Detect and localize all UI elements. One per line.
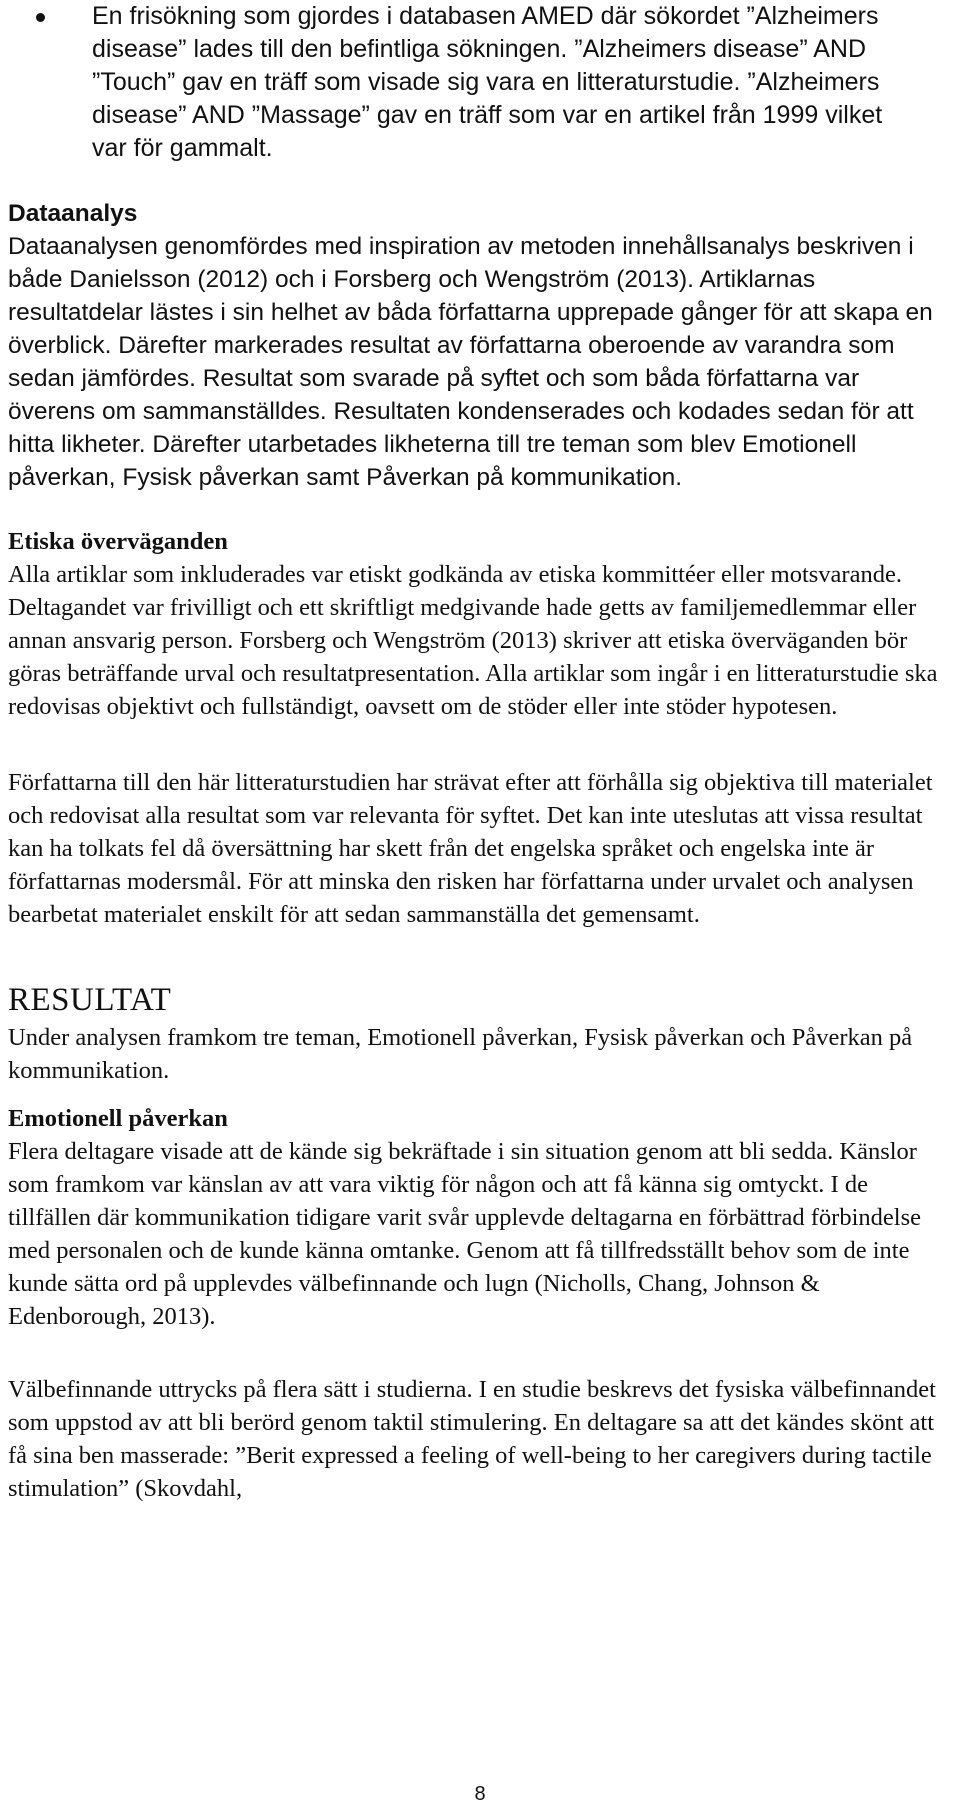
section-dataanalys xyxy=(8,197,948,494)
bullet-text: En frisökning som gjordes i databasen AMED där sökordet ”Alzheimers disease” lades till den befintliga sökningen. ”Alzheimers disease” AND ”Touch” gav en träff som visade sig vara en litteraturstudie. ”Alzheimers disease” AND ”Massage” gav en träff som var en artikel från 1999 vilket var för gammalt. xyxy=(92,2,883,162)
section-heading: Emotionell påverkan xyxy=(8,1105,228,1132)
paragraph: Flera deltagare visade att de kände sig bekräftade i sin situation genom att bli sedda. Känslor som framkom var känslan av att vara viktig för någon och att få känna sig omtyckt. I de tillfällen där kommunikation tidigare varit svår upplevde deltagarna en förbättrad förbindelse med personalen och de kunde känna omtanke. Genom att få tillfredsställt behov som de inte kunde sätta ord på upplevdes välbefinnande och lugn (Nicholls, Chang, Johnson & Edenborough, 2013). xyxy=(8,1138,921,1330)
section-heading: Dataanalys xyxy=(8,200,138,227)
section-emotionell xyxy=(8,1102,948,1333)
section-resultat xyxy=(8,979,948,1087)
bullet-point-icon xyxy=(36,13,45,22)
section-heading: Etiska överväganden xyxy=(8,528,228,555)
bullet-item xyxy=(36,0,936,190)
section-emotionell-continued xyxy=(8,1373,948,1505)
paragraph: Välbefinnande uttrycks på flera sätt i studierna. I en studie beskrevs det fysiska välbefinnandet som uppstod av att bli berörd genom taktil stimulering. En deltagare sa att det kändes skönt att få sina ben masserade: ”Berit expressed a feeling of well-being to her caregivers during tactile stimulation” (Skovdahl, xyxy=(8,1376,936,1502)
chapter-heading: RESULTAT xyxy=(8,982,172,1018)
page-number: 8 xyxy=(474,1783,486,1805)
section-etiska xyxy=(8,525,948,723)
paragraph: Under analysen framkom tre teman, Emotionell påverkan, Fysisk påverkan och Påverkan på kommunikation. xyxy=(8,1024,913,1084)
section-etiska-continued xyxy=(8,766,948,931)
paragraph: Dataanalysen genomfördes med inspiration av metoden innehållsanalys beskriven i både Danielsson (2012) och i Forsberg och Wengström (2013). Artiklarnas resultatdelar lästes i sin helhet av båda författarna upprepade gånger för att skapa en överblick. Därefter markerades resultat av författarna oberoende av varandra som sedan jämfördes. Resultat som svarade på syftet och som båda författarna var överens om sammanställdes. Resultaten kondenserades och kodades sedan för att hitta likheter. Därefter utarbetades likheterna till tre teman som blev Emotionell påverkan, Fysisk påverkan samt Påverkan på kommunikation. xyxy=(8,233,933,491)
paragraph: Författarna till den här litteraturstudien har strävat efter att förhålla sig objektiva till materialet och redovisat alla resultat som var relevanta för syftet. Det kan inte uteslutas att vissa resultat kan ha tolkats fel då översättning har skett från det engelska språket och engelska inte är författarnas modersmål. För att minska den risken har författarna under urvalet och analysen bearbetat materialet enskilt för att sedan sammanställa det gemensamt. xyxy=(8,769,933,928)
paragraph: Alla artiklar som inkluderades var etiskt godkända av etiska kommittéer eller motsvarande. Deltagandet var frivilligt och ett skriftligt medgivande hade getts av familjemedlemmar eller annan ansvarig person. Forsberg och Wengström (2013) skriver att etiska överväganden bör göras beträffande urval och resultatpresentation. Alla artiklar som ingår i en litteraturstudie ska redovisas objektivt och fullständigt, oavsett om de stöder eller inte stöder hypotesen. xyxy=(8,561,938,720)
